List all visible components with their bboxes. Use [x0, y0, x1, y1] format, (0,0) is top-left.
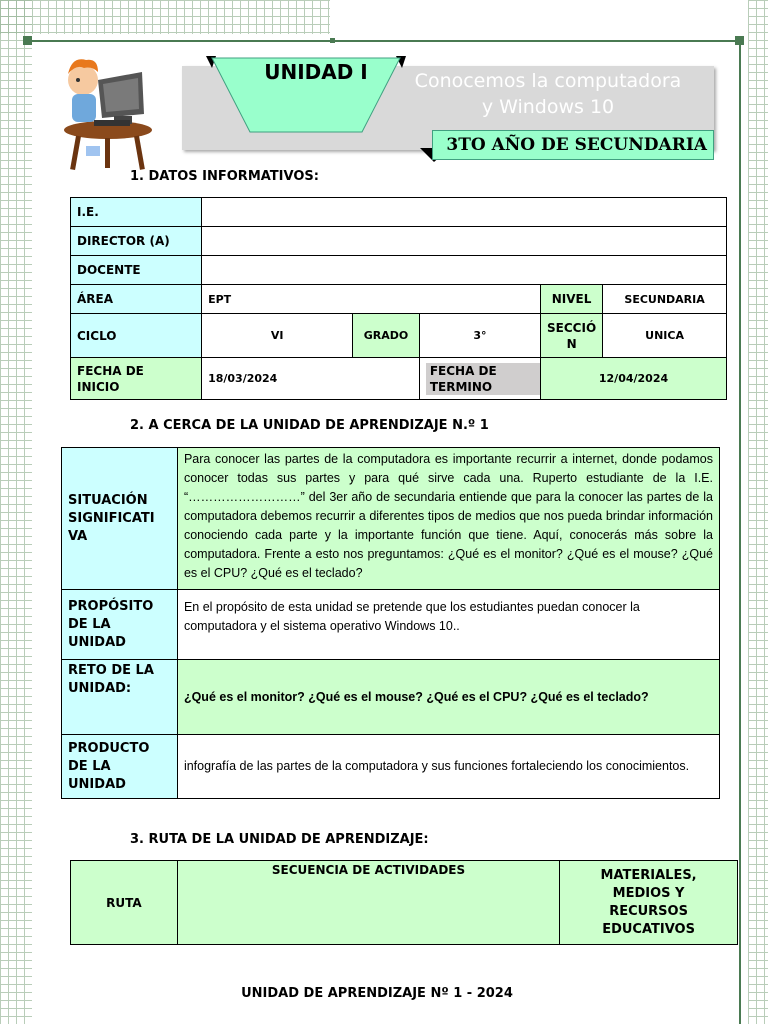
materiales-header-line-3: RECURSOS: [609, 903, 688, 919]
producto-label: [62, 735, 178, 799]
table-row: [62, 448, 720, 590]
table-row: [71, 861, 738, 945]
situacion-label-line-3: VA: [68, 528, 88, 544]
area-label: ÁREA: [71, 285, 202, 314]
table-row: [71, 314, 727, 358]
fecha-inicio-label-line-1: FECHA DE: [77, 363, 144, 378]
seccion-value: UNICA: [603, 314, 727, 358]
reto-label-line-2: UNIDAD:: [68, 681, 132, 696]
situacion-label: [62, 448, 178, 590]
proposito-label-line-1: PROPÓSITO: [68, 598, 154, 614]
ciclo-label: CICLO: [71, 314, 202, 358]
nivel-label: NIVEL: [541, 285, 603, 314]
producto-label-line-3: UNIDAD: [68, 776, 126, 792]
reto-label: [62, 660, 178, 735]
grado-label: GRADO: [353, 314, 420, 358]
materiales-header-line-2: MEDIOS Y: [612, 885, 685, 901]
docente-label: DOCENTE: [71, 256, 202, 285]
table-row: [71, 358, 727, 400]
grado-value: 3°: [419, 314, 540, 358]
fecha-termino-label-line-1: FECHA DE: [429, 363, 497, 378]
grade-banner: 3TO AÑO DE SECUNDARIA: [432, 130, 714, 160]
table-row: [71, 198, 727, 227]
seccion-label-line-1: SECCIÓ: [547, 320, 597, 335]
table-row: [71, 227, 727, 256]
unit-title-line-2: y Windows 10: [481, 96, 615, 118]
producto-label-line-2: DE LA: [68, 758, 111, 774]
seccion-label-line-2: N: [566, 336, 577, 351]
unit-title-line-1: Conocemos la computadora: [414, 70, 682, 92]
situacion-label-line-2: SIGNIFICATI: [68, 510, 155, 526]
ie-label: I.E.: [71, 198, 202, 227]
section-1-title: 1. DATOS INFORMATIVOS:: [130, 169, 319, 184]
table-row: [62, 590, 720, 660]
page-footer: UNIDAD DE APRENDIZAJE Nº 1 - 2024: [241, 986, 513, 1001]
proposito-label-line-3: UNIDAD: [68, 634, 126, 650]
kid-computer-illustration: [58, 48, 158, 176]
director-value: [202, 227, 727, 256]
proposito-text: En el propósito de esta unidad se pretende que los estudiantes puedan conocer la computadora y el sistema operativo Windows 10..: [177, 590, 719, 660]
table-row: [71, 285, 727, 314]
fecha-termino-label-box: [426, 363, 542, 395]
unidad-aprendizaje-table: [61, 447, 720, 799]
grid-pattern-left: [0, 0, 32, 1024]
fecha-inicio-label-line-2: INICIO: [77, 379, 120, 394]
docente-value: [202, 256, 727, 285]
fecha-inicio-value: 18/03/2024: [202, 358, 420, 400]
seccion-label: [541, 314, 603, 358]
materiales-header-line-1: MATERIALES,: [600, 867, 697, 883]
frame-dot: [330, 38, 335, 43]
table-row: [62, 735, 720, 799]
situacion-text: Para conocer las partes de la computadora es importante recurrir a internet, donde podamos conocer todas sus partes y para qué sirve cada una. Ruperto estudiante de la I.E. “………………………” del 3er año de secundaria entiende que para la conocer las partes de la computadora debemos recurrir a diferentes tipos de medios que nos pueda brindar información conociendo cada parte y la importante función que tiene. Aquí, conocerás más sobre la computadora. Frente a esto nos preguntamos: ¿Qué es el monitor? ¿Qué es el mouse? ¿Qué es el CPU? ¿Qué es el teclado?: [177, 448, 719, 590]
frame-line-top: [27, 40, 740, 42]
reto-label-line-1: RETO DE LA: [68, 663, 154, 678]
table-row: [62, 660, 720, 735]
producto-label-line-1: PRODUCTO: [68, 740, 150, 756]
ruta-header: RUTA: [71, 861, 178, 945]
reto-text: ¿Qué es el monitor? ¿Qué es el mouse? ¿Qué es el CPU? ¿Qué es el teclado?: [177, 660, 719, 735]
unit-title: [398, 68, 698, 120]
grid-pattern-right: [748, 0, 768, 1024]
section-2-title: 2. A CERCA DE LA UNIDAD DE APRENDIZAJE N.º 1: [130, 418, 489, 433]
ciclo-value: VI: [202, 314, 353, 358]
producto-text: infografía de las partes de la computadora y sus funciones fortaleciendo los conocimientos.: [177, 735, 719, 799]
frame-corner-left: [23, 36, 32, 45]
proposito-label-line-2: DE LA: [68, 616, 111, 632]
table-row: [71, 256, 727, 285]
materiales-header: [560, 861, 738, 945]
ie-value: [202, 198, 727, 227]
section-3-title: 3. RUTA DE LA UNIDAD DE APRENDIZAJE:: [130, 832, 429, 847]
proposito-label: [62, 590, 178, 660]
area-value: EPT: [202, 285, 541, 314]
nivel-value: SECUNDARIA: [603, 285, 727, 314]
fecha-termino-label: [419, 358, 540, 400]
grid-pattern-top: [0, 0, 330, 34]
ruta-table: [70, 860, 738, 945]
fecha-termino-value: 12/04/2024: [541, 358, 727, 400]
secuencia-header: SECUENCIA DE ACTIVIDADES: [177, 861, 559, 945]
frame-corner-right: [735, 36, 744, 45]
fecha-inicio-label: [71, 358, 202, 400]
datos-informativos-table: [70, 197, 727, 400]
materiales-header-line-4: EDUCATIVOS: [602, 921, 695, 937]
director-label: DIRECTOR (A): [71, 227, 202, 256]
unit-label: UNIDAD I: [264, 60, 368, 84]
situacion-label-line-1: SITUACIÓN: [68, 492, 148, 508]
frame-line-right: [739, 40, 741, 1024]
fecha-termino-label-line-2: TERMINO: [429, 379, 493, 394]
